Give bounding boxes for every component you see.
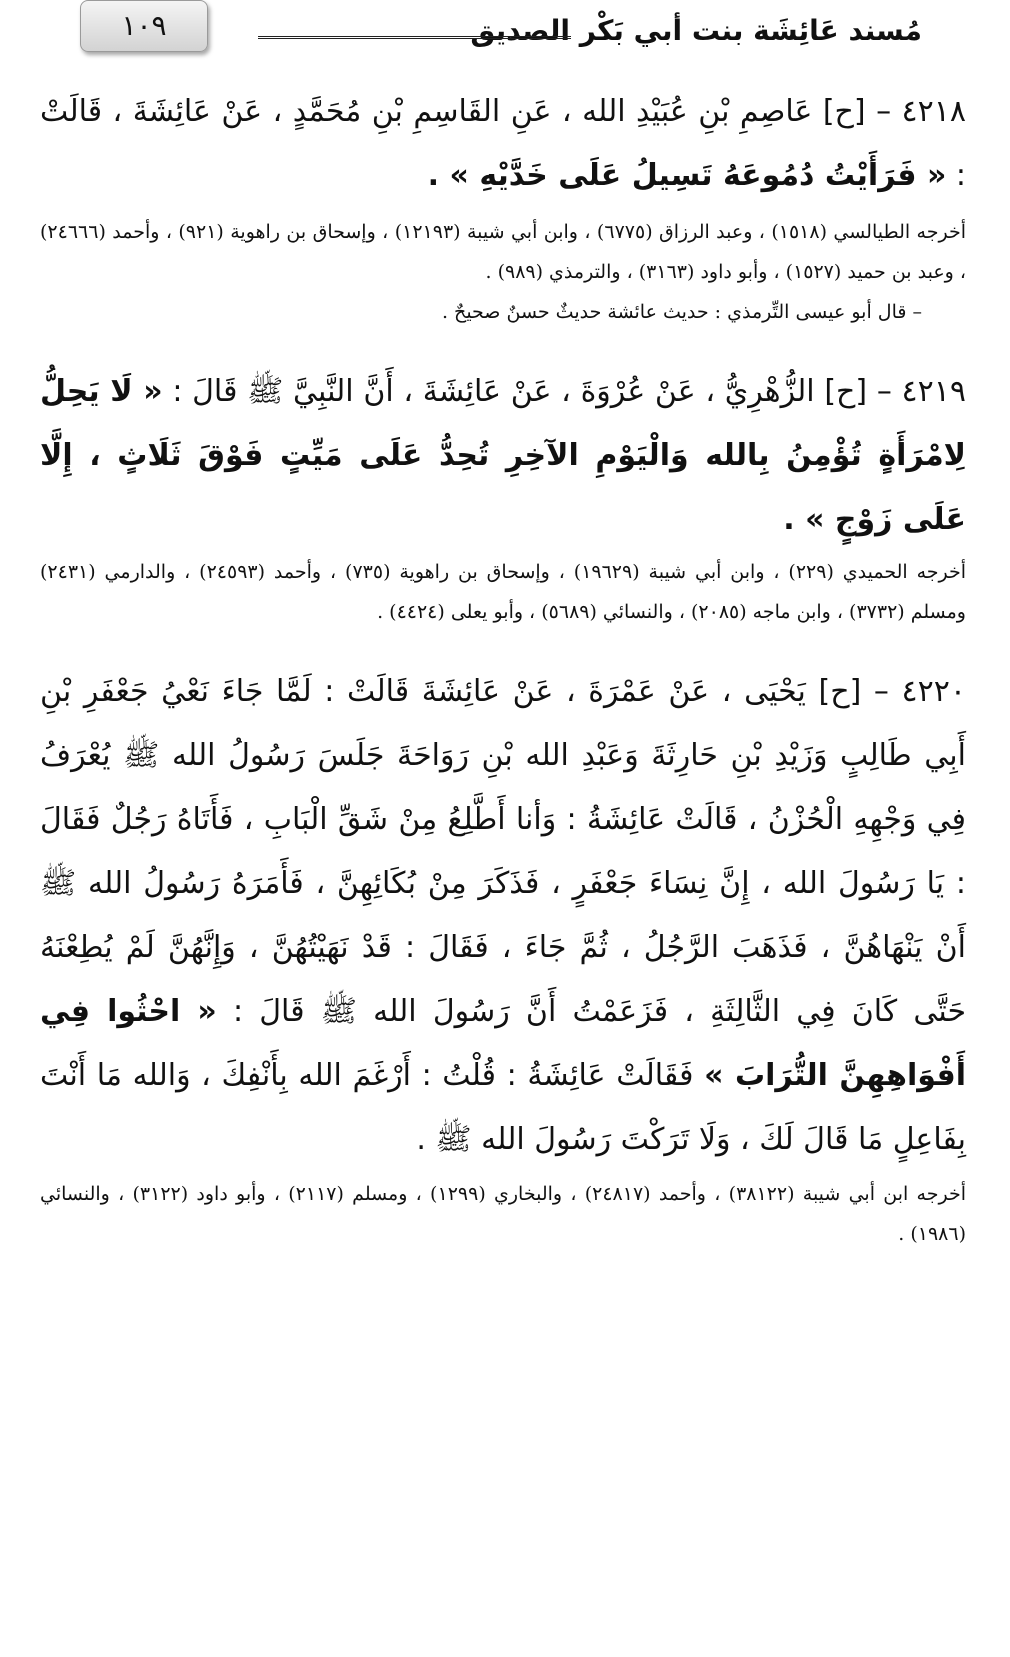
hadith-takhrij: أخرجه الحميدي (٢٢٩) ، وابن أبي شيبة (١٩٦٢٩) ، وإسحاق بن راهوية (٧٣٥) ، وأحمد (٢٤٥٩٣) ، والدارمي (٢٤٣١) ومسلم (٣٧٣٢) ، وابن ماجه (٢٠٨٥) ، والنسائي (٥٦٨٩) ، وأبو يعلى (٤٤٢٤) . [40, 561, 967, 623]
hadith-4218 [40, 80, 966, 208]
hadith-matn: « احْثُوا فِي أَفْوَاهِهِنَّ التُّرَابَ » [40, 994, 967, 1093]
hadith-4220 [40, 660, 966, 1172]
hadith-matn: « فَرَأَيْتُ دُمُوعَهُ تَسِيلُ عَلَى خَدَّيْهِ » . [427, 158, 947, 193]
hadith-text-continued: فَقَالَتْ عَائِشَةُ : قُلْتُ : أَرْغَمَ الله بِأَنْفِكَ ، وَالله مَا أَنْتَ بِفَاعِلٍ مَا قَالَ لَكَ ، وَلَا تَرَكْتَ رَسُولَ الله ﷺ . [40, 1058, 966, 1157]
hadith-isnad: – [ح] عَاصِمِ بْنِ عُبَيْدِ الله ، عَنِ القَاسِمِ بْنِ مُحَمَّدٍ ، عَنْ عَائِشَةَ ، قَالَتْ : [40, 94, 966, 193]
hadith-4219 [40, 360, 966, 552]
header-rule [258, 36, 571, 39]
hadith-number: ٤٢١٩ [901, 374, 966, 409]
running-title: مُسند عَائِشَة بنت أبي بَكْر الصديق [470, 14, 922, 47]
page-header [40, 0, 966, 70]
hadith-matn: « لَا يَحِلُّ لِامْرَأَةٍ تُؤْمِنُ بِالله وَالْيَوْمِ الآخِرِ تُحِدُّ عَلَى مَيِّتٍ فَوْقَ ثَلَاثٍ ، إِلَّا عَلَى زَوْجٍ » . [40, 374, 966, 537]
hadith-isnad: – [ح] الزُّهْرِيُّ ، عَنْ عُرْوَةَ ، عَنْ عَائِشَةَ ، أَنَّ النَّبِيَّ ﷺ قَالَ : [162, 374, 902, 409]
hadith-takhrij: أخرجه ابن أبي شيبة (٣٨١٢٢) ، وأحمد (٢٤٨١٧) ، والبخاري (١٢٩٩) ، ومسلم (٢١١٧) ، وأبو داود (٣١٢٢) ، والنسائي (١٩٨٦) . [40, 1183, 966, 1245]
hadith-note: – قال أبو عيسى التِّرمذي : حديث عائشة حديثٌ حسنٌ صحيحٌ . [441, 301, 922, 323]
hadith-number: ٤٢١٨ [901, 94, 966, 129]
hadith-text: – [ح] يَحْيَى ، عَنْ عَمْرَةَ ، عَنْ عَائِشَةَ قَالَتْ : لَمَّا جَاءَ نَعْيُ جَعْفَرِ بْنِ أَبِي طَالِبٍ وَزَيْدِ بْنِ حَارِثَةَ وَعَبْدِ الله بْنِ رَوَاحَةَ جَلَسَ رَسُولُ الله ﷺ يُعْرَفُ فِي وَجْهِهِ الْحُزْنُ ، قَالَتْ عَائِشَةُ : وَأنا أَطَّلِعُ مِنْ شَقِّ الْبَابِ ، فَأَتَاهُ رَجُلٌ فَقَالَ : يَا رَسُولَ الله ، إِنَّ نِسَاءَ جَعْفَرٍ ، فَذَكَرَ مِنْ بُكَائِهِنَّ ، فَأَمَرَهُ رَسُولُ الله ﷺ أَنْ يَنْهَاهُنَّ ، فَذَهَبَ الرَّجُلُ ، ثُمَّ جَاءَ ، فَقَالَ : قَدْ نَهَيْتُهُنَّ ، وَإِنَّهُنَّ لَمْ يُطِعْنَهُ حَتَّى كَانَ فِي الثَّالِثَةِ ، فَزَعَمْتُ أَنَّ رَسُولَ الله ﷺ قَالَ : [40, 674, 966, 1029]
page-number-tab: ١٠٩ [80, 0, 208, 52]
hadith-takhrij: أخرجه الطيالسي (١٥١٨) ، وعبد الرزاق (٦٧٧٥) ، وابن أبي شيبة (١٢١٩٣) ، وإسحاق بن راهوية (٩٢١) ، وأحمد (٢٤٦٦٦) ، وعبد بن حميد (١٥٢٧) ، وأبو داود (٣١٦٣) ، والترمذي (٩٨٩) . [40, 221, 967, 283]
hadith-number: ٤٢٢٠ [901, 674, 966, 709]
